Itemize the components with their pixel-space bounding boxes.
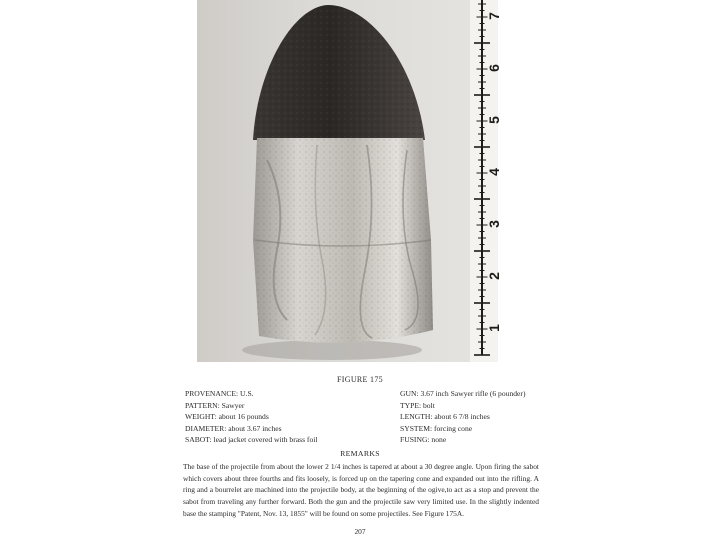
ruler-label: 7 [486, 12, 502, 20]
measuring-ruler [440, 0, 500, 362]
specs-right-column [400, 388, 525, 446]
ruler-label: 3 [486, 220, 502, 228]
spec-diameter: DIAMETER: about 3.67 inches [185, 423, 282, 433]
spec-system: SYSTEM: forcing cone [400, 423, 473, 433]
spec-weight: WEIGHT: about 16 pounds [185, 412, 269, 422]
spec-type: TYPE: bolt [400, 400, 435, 410]
remarks-paragraph: The base of the projectile from about the lower 2 1/4 inches is tapered at about a 30 degree angle. Upon firing the sabot which covers about three fourths and fits loosely, is forced up on the tapering cone and expanded out into the rifling. A ring and a bourrelet are machined into the projectile body, at the beginning of the ogive,to act as a stop and prevent the sabot from traveling any further forward. Both the gun and the projectile saw very limited use. In the slightly indented base the stamping "Patent, Nov. 13, 1855" will be found on some projectiles. See Figure 175A. [183, 462, 539, 518]
ruler-label: 5 [486, 116, 502, 124]
ruler-label: 4 [486, 168, 502, 176]
remarks-heading: REMARKS [340, 449, 380, 458]
spec-length: LENGTH: about 6 7/8 inches [400, 412, 490, 422]
spec-gun: GUN: 3.67 inch Sawyer rifle (6 pounder) [400, 389, 526, 398]
page-number: 207 [354, 527, 366, 536]
figure-caption: FIGURE 175 [337, 375, 383, 384]
specs-left-column [185, 388, 317, 446]
spec-pattern: PATTERN: Sawyer [185, 400, 245, 410]
spec-sabot: SABOT: lead jacket covered with brass foil [185, 435, 318, 445]
spec-fusing: FUSING: none [400, 435, 447, 445]
ruler-label: 1 [486, 324, 502, 332]
ruler-label: 2 [486, 272, 502, 280]
ruler-label: 6 [486, 64, 502, 72]
spec-provenance: PROVENANCE: U.S. [185, 389, 254, 398]
